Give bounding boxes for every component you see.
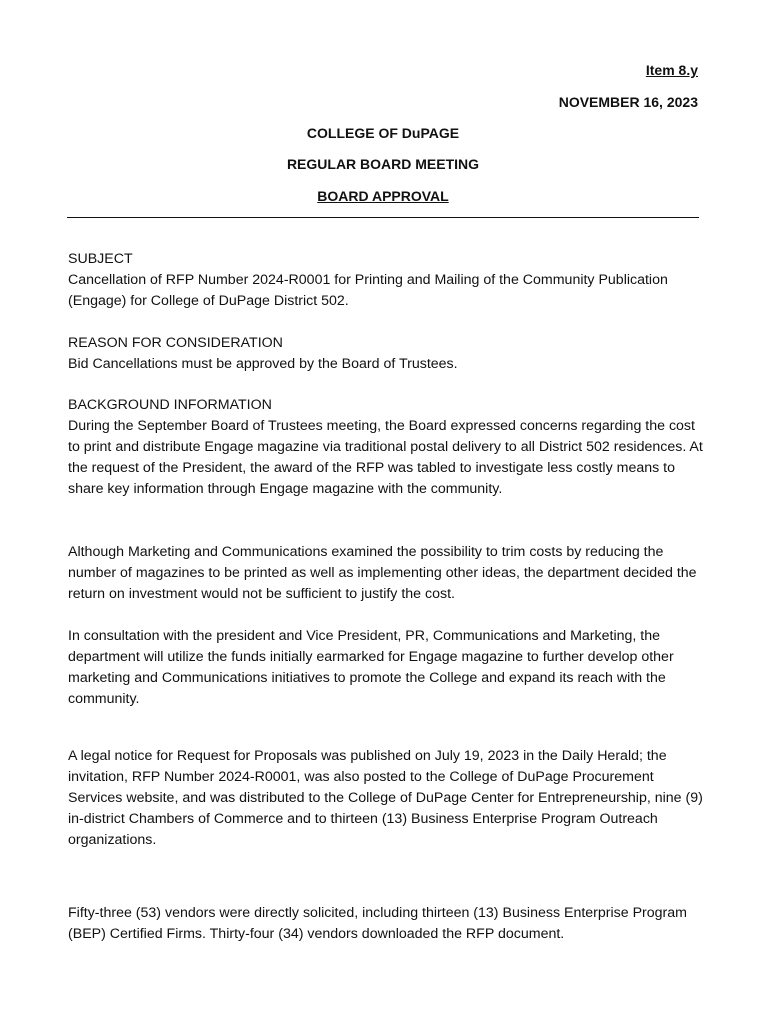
item-number: Item 8.y	[645, 62, 698, 78]
reason-section	[68, 333, 708, 375]
meeting-date: NOVEMBER 16, 2023	[558, 94, 698, 110]
college-name: COLLEGE OF DuPAGE	[306, 125, 460, 141]
reason-text: Bid Cancellations must be approved by the Board of Trustees.	[68, 356, 458, 372]
subject-text: Cancellation of RFP Number 2024-R0001 for Printing and Mailing of the Community Publication (Engage) for College of DuPage District 502.	[68, 272, 668, 309]
paragraph-legal-notice: A legal notice for Request for Proposals was published on July 19, 2023 in the Daily Herald; the invitation, RFP Number 2024-R0001, was also posted to the College of DuPage Procurement Services website, and was distributed to the College of DuPage Center for Entrepreneurship, nine (9) in-district Chambers of Commerce and to thirteen (13) Business Enterprise Program Outreach organizations.	[68, 748, 703, 848]
background-text: During the September Board of Trustees meeting, the Board expressed concerns regarding the cost to print and distribute Engage magazine via traditional postal delivery to all District 502 residences. At the request of the President, the award of the RFP was tabled to investigate less costly means to share key information through Engage magazine with the community.	[68, 418, 703, 497]
subject-heading: SUBJECT	[68, 251, 133, 267]
subject-section	[68, 249, 708, 312]
background-heading: BACKGROUND INFORMATION	[68, 397, 272, 413]
paragraph-funds-reallocation: In consultation with the president and Vice President, PR, Communications and Marketing, the department will utilize the funds initially earmarked for Engage magazine to further develop other marketing and Communications initiatives to promote the College and expand its reach with the community.	[68, 628, 674, 707]
background-section	[68, 395, 708, 500]
meeting-type: REGULAR BOARD MEETING	[286, 156, 480, 172]
header-divider	[67, 217, 699, 218]
reason-heading: REASON FOR CONSIDERATION	[68, 335, 283, 351]
paragraph-cost-review: Although Marketing and Communications examined the possibility to trim costs by reducing the number of magazines to be printed as well as implementing other ideas, the department decided the return on investment would not be sufficient to justify the cost.	[68, 544, 697, 602]
approval-type: BOARD APPROVAL	[317, 188, 449, 204]
paragraph-vendors: Fifty-three (53) vendors were directly solicited, including thirteen (13) Business Enterprise Program (BEP) Certified Firms. Thirty-four (34) vendors downloaded the RFP document.	[68, 905, 687, 942]
